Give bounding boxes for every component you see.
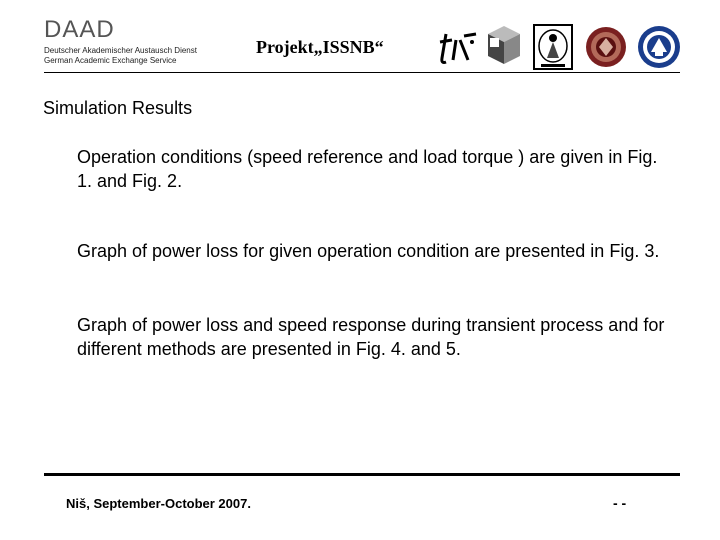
cube-logo-icon bbox=[486, 24, 522, 66]
university-emblem-icon bbox=[637, 24, 681, 70]
slide-title: Simulation Results bbox=[43, 98, 193, 118]
daad-subtitle-english: German Academic Exchange Service bbox=[44, 56, 177, 65]
university-seal-icon bbox=[533, 24, 573, 70]
paragraph-power-loss: Graph of power loss for given operation condition are presented in Fig. 3. bbox=[77, 241, 660, 261]
page-number: - - bbox=[613, 495, 627, 511]
university-crest-icon bbox=[585, 26, 627, 68]
project-title: Projekt„ISSNB“ bbox=[256, 37, 384, 57]
paragraph-transient-process: Graph of power loss and speed response during transient process and for different methods are presented in Fig. 4. and 5. bbox=[77, 315, 665, 359]
footer-divider bbox=[44, 473, 680, 476]
daad-subtitle-german: Deutscher Akademischer Austausch Dienst bbox=[44, 46, 197, 55]
paragraph-operation-conditions: Operation conditions (speed reference and load torque ) are given in Fig. 1. and Fig. 2. bbox=[77, 147, 658, 191]
tu-logo-icon bbox=[438, 28, 480, 68]
footer-location-date: Niš, September-October 2007. bbox=[66, 496, 251, 511]
header-divider bbox=[44, 72, 680, 73]
daad-logo-text: DAAD bbox=[44, 16, 115, 43]
